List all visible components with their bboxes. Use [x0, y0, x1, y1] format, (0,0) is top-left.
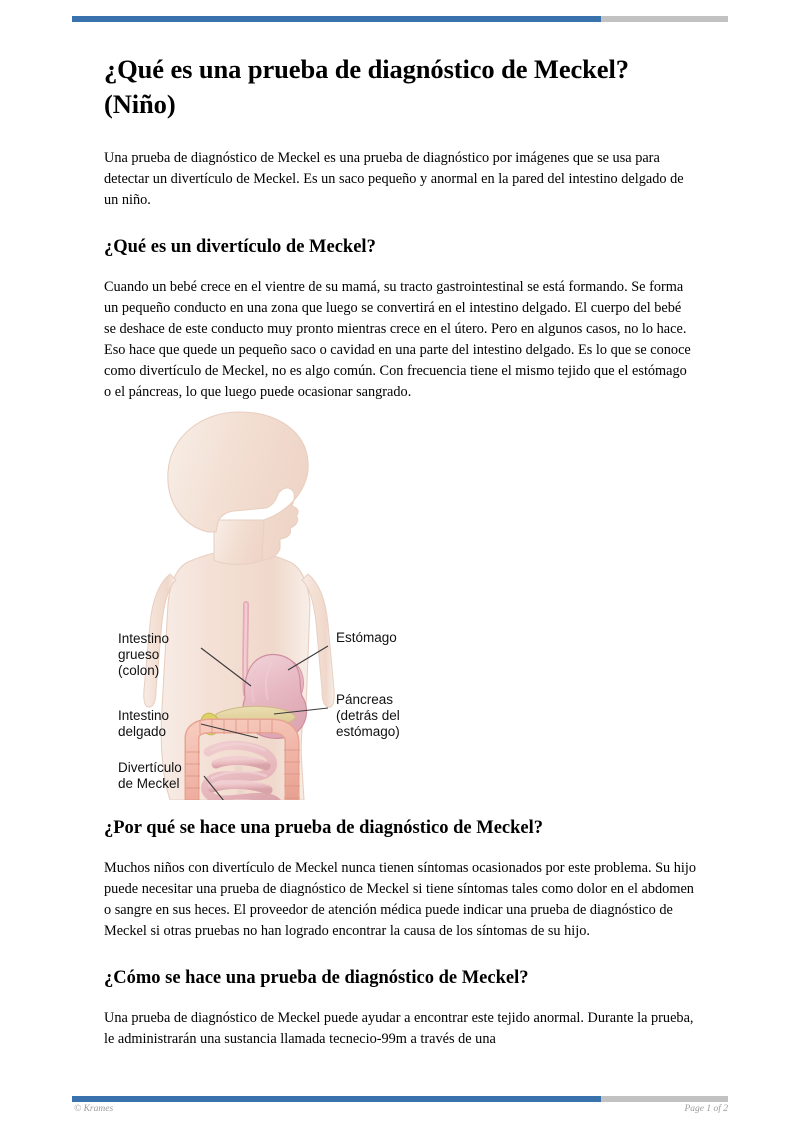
label-pancreas-line1: Páncreas [336, 692, 394, 707]
header-rule-gray-segment [601, 16, 728, 22]
label-diverticulum-line2: de Meckel [118, 776, 180, 791]
label-diverticulum-line1: Divertículo [118, 760, 182, 775]
document-content [104, 52, 696, 427]
section-body-como: Una prueba de diagnóstico de Meckel puede ayudar a encontrar este tejido anormal. Durante la prueba, le administrarán una sustancia llamada tecnecio-99m a través de una [104, 1009, 694, 1047]
section-body-diverticulo: Cuando un bebé crece en el vientre de su mamá, su tracto gastrointestinal se está formando. Se forma un pequeño conducto en una zona que luego se convertirá en el intestino delgado. El cuerpo del bebé se deshace de este conducto muy pronto mientras crece en el útero. Pero en algunos casos, no lo hace. Eso hace que quede un pequeño saco o cavidad en una parte del intestino delgado. Es lo que se conoce como divertículo de Meckel, no es algo común. Con frecuencia tiene el mismo tejido que el estómago o el páncreas, lo que luego puede ocasionar sangrado. [104, 279, 691, 401]
section-body-porque: Muchos niños con divertículo de Meckel nunca tienen síntomas ocasionados por este problema. Su hijo puede necesitar una prueba de diagnóstico de Meckel si tiene síntomas tales como dolor en el abdomen o sangre en sus heces. El proveedor de atención médica puede indicar una prueba de diagnóstico de Meckel si otras pruebas no han logrado encontrar la causa de los síntomas de su hijo. [104, 860, 697, 939]
label-small-intestine-line2: delgado [118, 724, 167, 739]
document-content-lower [104, 816, 696, 1074]
section-heading-como: ¿Cómo se hace una prueba de diagnóstico de Meckel? [104, 967, 529, 988]
label-small-intestine-line1: Intestino [118, 708, 170, 723]
neck-shape [214, 520, 266, 564]
section-heading-porque: ¿Por qué se hace una prueba de diagnóstico de Meckel? [104, 818, 544, 838]
page-title: ¿Qué es una prueba de diagnóstico de Meckel? (Niño) [104, 54, 629, 120]
label-pancreas-line3: estómago) [336, 724, 400, 739]
footer-page-number: Page 1 of 2 [684, 1104, 728, 1114]
label-large-intestine-line1: Intestino [118, 631, 170, 646]
header-rule-blue-segment [72, 16, 601, 22]
section-heading-diverticulo: ¿Qué es un divertículo de Meckel? [104, 237, 376, 258]
label-stomach: Estómago [336, 630, 397, 645]
label-large-intestine-line3: (colon) [118, 663, 160, 678]
footer-rule [72, 1096, 728, 1102]
label-large-intestine-line2: grueso [118, 647, 160, 662]
footer-rule-blue-segment [72, 1096, 601, 1102]
intro-paragraph: Una prueba de diagnóstico de Meckel es una prueba de diagnóstico por imágenes que se usa para detectar un divertículo de Meckel. Es un saco pequeño y anormal en la pared del intestino delgado de un niño. [104, 150, 684, 209]
footer-rule-gray-segment [601, 1096, 728, 1102]
label-pancreas-line2: (detrás del [336, 708, 400, 723]
footer-copyright: © Krames [74, 1104, 114, 1114]
header-rule [72, 16, 728, 22]
digestive-system-illustration [96, 408, 596, 800]
